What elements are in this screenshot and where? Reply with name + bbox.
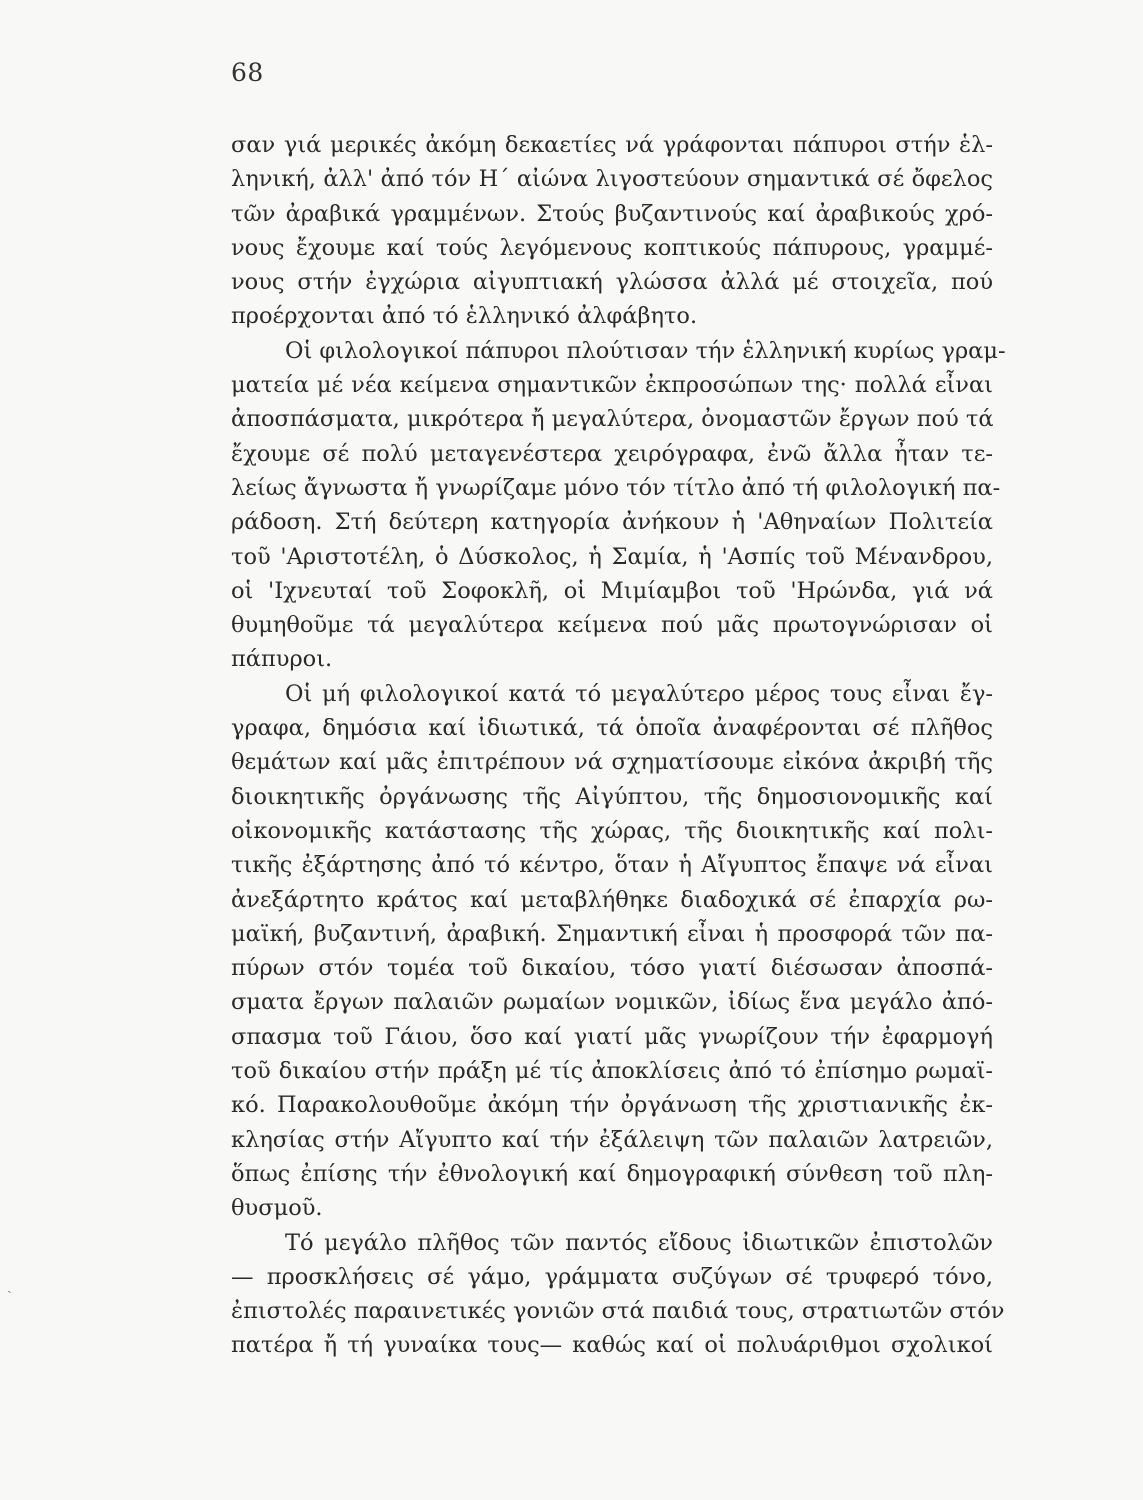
text-line: ἐπιστολές παραινετικές γονιῶν στά παιδιά τους, στρατιωτῶν στόν xyxy=(231,1298,1005,1325)
paragraph-start: Οἱ φιλολογικοί πάπυροι πλούτισαν τήν ἑλληνική κυρίως γραμ- xyxy=(285,337,1006,364)
text-line: οἱ 'Ιχνευταί τοῦ Σοφοκλῆ, οἱ Μιμίαμβοι τοῦ 'Ηρώνδα, γιά νά xyxy=(231,577,993,604)
text-line: νους ἔχουμε καί τούς λεγόμενους κοπτικούς πάπυρους, γραμμέ- xyxy=(231,234,993,261)
text-line: τικῆς ἐξάρτησης ἀπό τό κέντρο, ὅταν ἡ Αἴγυπτος ἔπαψε νά εἶναι xyxy=(231,852,993,879)
text-line: τοῦ δικαίου στήν πράξη μέ τίς ἀποκλίσεις ἀπό τό ἐπίσημο ρωμαϊ- xyxy=(231,1058,993,1085)
text-line: ὅπως ἐπίσης τήν ἐθνολογική καί δημογραφική σύνθεση τοῦ πλη- xyxy=(231,1160,993,1187)
text-line: κλησίας στήν Αἴγυπτο καί τήν ἐξάλειψη τῶν παλαιῶν λατρειῶν, xyxy=(231,1126,993,1153)
text-line: κό. Παρακολουθοῦμε ἀκόμη τήν ὀργάνωση τῆς χριστιανικῆς ἐκ- xyxy=(231,1092,993,1119)
text-line: — προσκλήσεις σέ γάμο, γράμματα συζύγων σέ τρυφερό τόνο, xyxy=(231,1263,993,1290)
text-line: ματεία μέ νέα κείμενα σημαντικῶν ἐκπροσώπων της· πολλά εἶναι xyxy=(231,372,993,399)
text-line: ράδοση. Στή δεύτερη κατηγορία ἀνήκουν ἡ 'Αθηναίων Πολιτεία xyxy=(231,509,993,536)
text-line: σπασμα τοῦ Γάιου, ὅσο καί γιατί μᾶς γνωρίζουν τήν ἐφαρμογή xyxy=(231,1023,993,1050)
text-line: θυσμοῦ. xyxy=(231,1195,323,1222)
text-line: θυμηθοῦμε τά μεγαλύτερα κείμενα πού μᾶς πρωτογνώρισαν οἱ xyxy=(231,612,993,639)
text-line: πάπυροι. xyxy=(231,646,333,673)
body-text xyxy=(231,128,1006,1363)
text-line: ἔχουμε σέ πολύ μεταγενέστερα χειρόγραφα, ἐνῶ ἄλλα ἦταν τε- xyxy=(231,440,993,467)
text-line: λείως ἄγνωστα ἤ γνωρίζαμε μόνο τόν τίτλο ἀπό τή φιλολογική πα- xyxy=(231,474,1001,501)
text-line: σαν γιά μερικές ἀκόμη δεκαετίες νά γράφονται πάπυροι στήν ἑλ- xyxy=(231,132,993,158)
text-line: πατέρα ἤ τή γυναίκα τους— καθώς καί οἱ πολυάριθμοι σχολικοί xyxy=(231,1332,993,1359)
text-line: ληνική, ἀλλ' ἀπό τόν Η΄ αἰώνα λιγοστεύουν σημαντικά σέ ὄφελος xyxy=(231,166,993,193)
text-line: τῶν ἀραβικά γραμμένων. Στούς βυζαντινούς καί ἀραβικούς χρό- xyxy=(231,200,993,227)
text-line: ἀνεξάρτητο κράτος καί μεταβλήθηκε διαδοχικά σέ ἐπαρχία ρω- xyxy=(231,886,993,913)
text-line: οἰκονομικῆς κατάστασης τῆς χώρας, τῆς διοικητικῆς καί πολι- xyxy=(231,817,993,844)
text-line: θεμάτων καί μᾶς ἐπιτρέπουν νά σχηματίσουμε εἰκόνα ἀκριβή τῆς xyxy=(231,749,993,776)
margin-mark: ˏ xyxy=(7,1278,12,1294)
paragraph-start: Οἱ μή φιλολογικοί κατά τό μεγαλύτερο μέρος τους εἶναι ἔγ- xyxy=(285,680,993,707)
text-line: τοῦ 'Αριστοτέλη, ὁ Δύσκολος, ἡ Σαμία, ἡ 'Ασπίς τοῦ Μένανδρου, xyxy=(231,543,993,570)
text-line: διοικητικῆς ὀργάνωσης τῆς Αἰγύπτου, τῆς δημοσιονομικῆς καί xyxy=(231,783,993,810)
text-line: πύρων στόν τομέα τοῦ δικαίου, τόσο γιατί διέσωσαν ἀποσπά- xyxy=(231,955,993,982)
text-line: μαϊκή, βυζαντινή, ἀραβική. Σημαντική εἶναι ἡ προσφορά τῶν πα- xyxy=(231,920,993,947)
text-line: νους στήν ἐγχώρια αἰγυπτιακή γλώσσα ἀλλά μέ στοιχεῖα, πού xyxy=(231,269,993,296)
text-line: σματα ἔργων παλαιῶν ρωμαίων νομικῶν, ἰδίως ἕνα μεγάλο ἀπό- xyxy=(231,989,993,1016)
text-line: προέρχονται ἀπό τό ἑλληνικό ἀλφάβητο. xyxy=(231,303,698,330)
text-line: ἀποσπάσματα, μικρότερα ἤ μεγαλύτερα, ὀνομαστῶν ἔργων πού τά xyxy=(231,406,994,433)
page-number: 68 xyxy=(231,58,264,87)
paragraph-start: Τό μεγάλο πλῆθος τῶν παντός εἴδους ἰδιωτικῶν ἐπιστολῶν xyxy=(285,1229,993,1256)
text-line: γραφα, δημόσια καί ἰδιωτικά, τά ὁποῖα ἀναφέρονται σέ πλῆθος xyxy=(231,715,993,742)
